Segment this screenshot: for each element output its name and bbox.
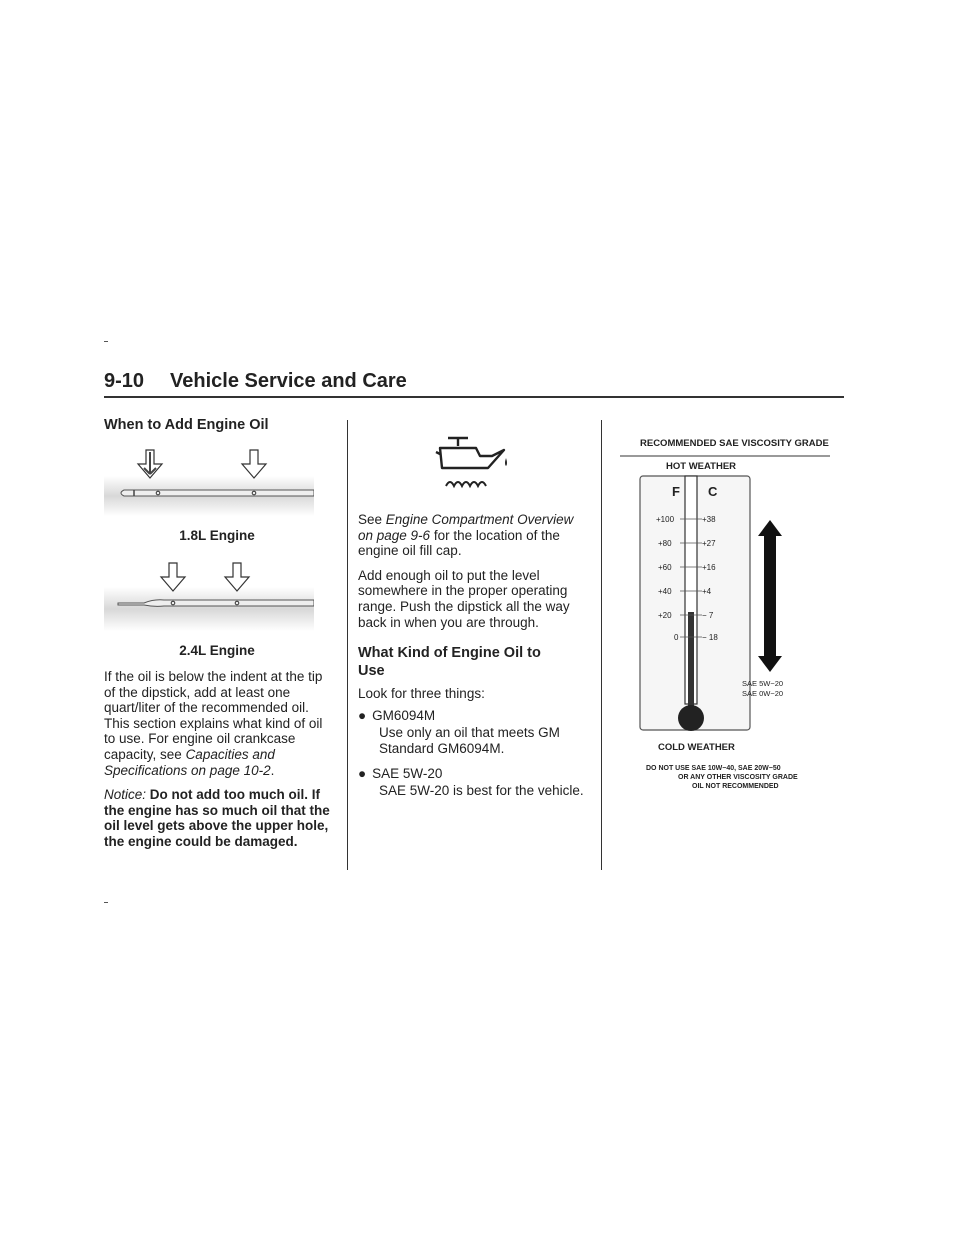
paragraph-add-enough-oil: Add enough oil to put the level somewhere in the proper operating range. Push the dipstick all the way back in when you are through. (358, 567, 570, 630)
f-tick: +20 (658, 611, 672, 620)
column-2 (358, 434, 590, 808)
oil-can-icon (434, 434, 514, 496)
page-number: 9-10 (104, 370, 145, 392)
see-text: See (358, 512, 383, 527)
crop-mark-bottom (104, 902, 108, 903)
f-tick: +100 (656, 515, 675, 524)
chart-title: RECOMMENDED SAE VISCOSITY GRADE (640, 438, 829, 449)
dipstick-2-4l-svg (104, 559, 314, 643)
f-tick: +80 (658, 539, 672, 548)
paragraph-see-engine-compartment (358, 512, 590, 559)
dipstick-1-8l-illustration (104, 446, 314, 524)
see-end-text: for the location of the engine oil fill cap. (358, 527, 560, 559)
dipstick-2-4l-illustration (104, 559, 314, 643)
paragraph-oil-below-indent-text: If the oil is below the indent at the tip of the dipstick, add at least one quart/liter of the recommended oil. This section explains what kind of oil to use. For engine oil crankcase capacity, see (104, 669, 323, 762)
c-tick: − 18 (702, 633, 718, 642)
notice-paragraph (104, 787, 330, 849)
column-divider-1 (347, 420, 348, 870)
f-tick: +60 (658, 563, 672, 572)
bullet-text: Use only an oil that meets GM Standard GM6094M. (379, 725, 560, 756)
notice-text: Do not add too much oil. If the engine has so much oil that the oil level gets above the upper hole, the engine could be damaged. (104, 787, 330, 849)
caption-2-4l-engine: 2.4L Engine (179, 643, 255, 658)
warning-line-3: OIL NOT RECOMMENDED (692, 783, 779, 790)
bullet-title: GM6094M (372, 707, 436, 723)
paragraph-oil-below-indent-end: . (270, 762, 275, 778)
list-item (358, 708, 590, 757)
warning-line-2: OR ANY OTHER VISCOSITY GRADE (678, 774, 798, 781)
c-tick: +27 (702, 539, 716, 548)
viscosity-chart-svg (620, 432, 834, 792)
bullet-title: SAE 5W-20 (372, 765, 443, 781)
f-tick: +40 (658, 587, 672, 596)
c-tick: +4 (702, 587, 712, 596)
dipstick-1-8l-svg (104, 446, 314, 524)
caption-1-8l-engine: 1.8L Engine (179, 528, 255, 543)
section-title: Vehicle Service and Care (170, 370, 407, 392)
column-divider-2 (601, 420, 602, 870)
c-tick: +16 (702, 563, 716, 572)
heading-when-to-add: When to Add Engine Oil (104, 417, 269, 433)
list-item (358, 766, 590, 799)
c-tick: − 7 (702, 611, 714, 620)
warning-line-1: DO NOT USE SAE 10W−40, SAE 20W−50 (646, 765, 781, 772)
bullet-icon: ● (358, 765, 367, 781)
f-label: F (672, 484, 680, 499)
heading-what-kind-of-oil: What Kind of Engine Oil to Use (358, 645, 541, 680)
link-engine-compartment-overview[interactable]: Engine Compartment Overview on page 9-6 (358, 512, 574, 543)
grade-5w20: SAE 5W−20 (742, 679, 784, 688)
viscosity-chart (620, 432, 834, 797)
recommended-range-arrow (758, 520, 782, 672)
column-1 (104, 416, 330, 850)
notice-label: Notice: (104, 787, 147, 803)
c-label: C (708, 484, 718, 499)
grade-0w20: SAE 0W−20 (742, 689, 784, 698)
c-tick: +38 (702, 515, 716, 524)
f-tick: 0 (674, 633, 679, 642)
link-capacities-specifications[interactable]: Capacities and Specifications on page 10-2 (104, 746, 275, 778)
page-header (104, 368, 844, 398)
header-rule (104, 396, 844, 398)
bullet-icon: ● (358, 707, 367, 723)
oil-requirements-list (358, 708, 590, 799)
crop-mark-top (104, 341, 108, 342)
cold-weather-label: COLD WEATHER (658, 742, 735, 753)
paragraph-oil-below-indent (104, 669, 330, 778)
bullet-text: SAE 5W-20 is best for the vehicle. (379, 783, 584, 799)
paragraph-look-for: Look for three things: (358, 686, 485, 702)
hot-weather-label: HOT WEATHER (666, 461, 737, 472)
